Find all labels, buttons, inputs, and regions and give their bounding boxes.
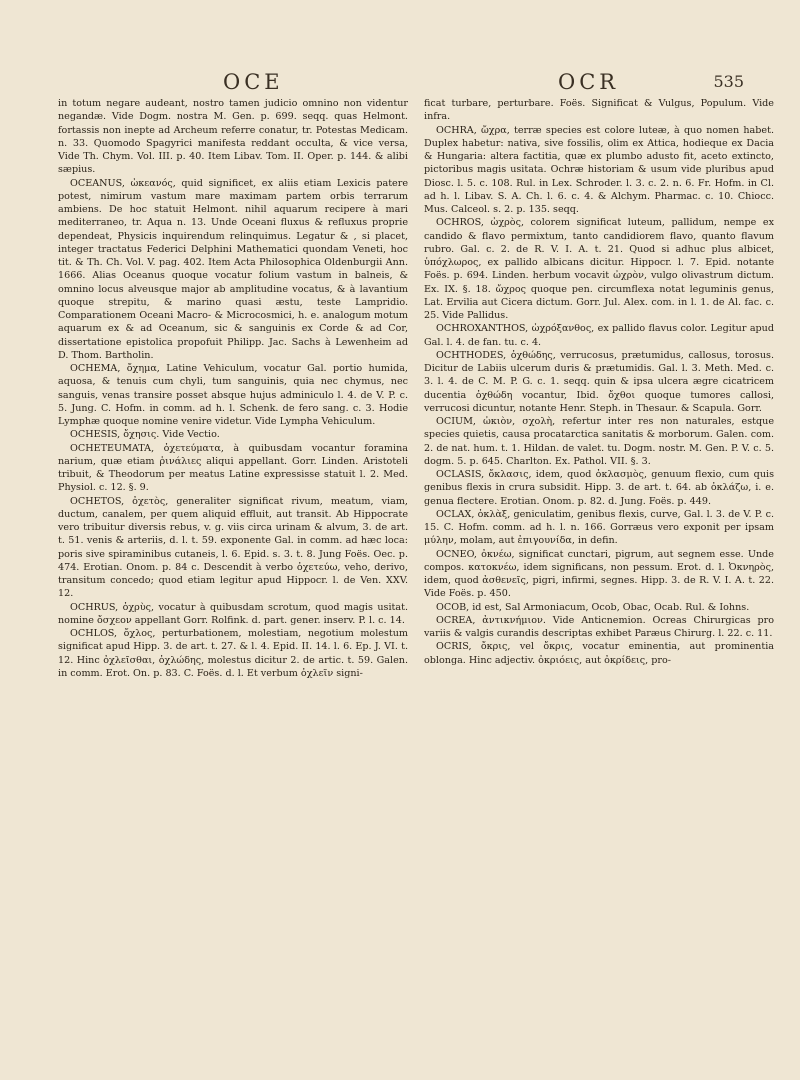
paragraph: OCEANUS, ὠκεανός, quid significet, ex aliis etiam Lexicis patere potest, nimirum vastum mare maximam partem orbis terrarum ambiens. De hoc statuit Helmont. nihil aquarum recipere à mari mediterraneo, tr. Aqua n. 13. Unde Oceani fluxus & refluxus proprie dependeat, Physicis inquirendum relinquimus. Legatur & , si placet, integer tractatus Federici Delphini Mathematici quondam Veneti, hoc tit. & Th. Ch. Vol. V. pag. 402. Item Acta Philosophica Oldenburgii Ann. 1666. Alias Oceanus quoque vocatur folium vastum in balneis, & omnino locus alveusque major ab amplitudine vocatus, & à lavantium quoque strepitu, & marino quasi æstu, teste Lampridio. Comparationem Oceani Macro- & Microcosmici, h. e. analogum motum aquarum ex & ad Oceanum, sic & sanguinis ex Corde & ad Cor, dissertatione epistolica propofuit Philipp. Jac. Sachs à Lewenheim ad D. Thom. Bartholin. [58, 177, 408, 361]
right-column [424, 97, 774, 1074]
paragraph: OCREA, ἀντικνήμιον. Vide Anticnemion. Ocreas Chirurgicas pro variis & valgis curandis descriptas exhibet Paræus Chirurg. l. 22. c. 11. [424, 614, 774, 639]
paragraph: OCHLOS, ὄχλος, perturbationem, molestiam, negotium molestum significat apud Hipp. 3. de art. t. 27. & l. 4. Epid. II. 14. l. 6. Ep. J. VI. t. 12. Hinc ὀχλεῖσθαι, ὀχλώδης, molestus dicitur 2. de artic. t. 59. Galen. in comm. Erot. On. p. 83. C. Foës. d. l. Et verbum ὀχλεῖν signi- [58, 628, 408, 679]
paragraph: OCHETEUMATA, ὀχετεύματα, à quibusdam vocantur foramina narium, quæ etiam ῥινάλιες aliqui appellant. Gorr. Linden. Aristoteli tribuit, & Theodorum per meatus Latine expressisse statuit l. 2. Med. Physiol. c. 12. §. 9. [58, 442, 408, 494]
paragraph: OCLASIS, ὄκλασις, idem, quod ὀκλασμὸς, genuum flexio, cum quis genibus flexis in crura subsidit. Hipp. 3. de art. t. 64. ab ὀκλάζω, i. e. genua flectere. Erotian. Onom. p. 82. d. Jung. Foës. p. 449. [424, 469, 774, 507]
paragraph: OCRIS, ὄκρις, vel ὄκρις, vocatur eminentia, aut prominentia oblonga. Hinc adjectiv. ὀκριόεις, aut ὀκρίδεις, pro- [424, 641, 774, 666]
paragraph: OCHTHODES, ὀχθώδης, verrucosus, prætumidus, callosus, torosus. Dicitur de Labiis ulcerum duris & prætumidis. Gal. l. 3. Meth. Med. c. 3. l. 4. de C. M. P. G. c. 1. seqq. quin & ipsa ulcera ægre cicatricem ducentia ὀχθώδη vocantur, Ibid. ὄχθοι quoque tumores callosi, verrucosi dicuntur, notante Henr. Steph. in Thesaur. & Scapula. Gorr. [424, 349, 774, 414]
paragraph: OCIUM, ὠκιὸν, σχολὴ, refertur inter res non naturales, estque species quietis, causa procatarctica sanitatis & morborum. Galen. com. 2. de nat. hum. t. 1. Hildan. de valet. tu. Dogm. nostr. M. Gen. P. V. c. 5. dogm. 5. p. 645. Charlton. Ex. Pathol. VII. §. 3. [424, 416, 774, 467]
left-column [58, 97, 408, 1074]
paragraph: OCLAX, ὀκλὰξ, geniculatim, genibus flexis, curve, Gal. l. 3. de V. P. c. 15. C. Hofm. comm. ad h. l. n. 166. Gorræus vero exponit per ipsam μύλην, molam, aut ἐπιγουνίδα, in defin. [424, 508, 774, 547]
text-columns [58, 97, 774, 1074]
paragraph: OCHEMA, ὄχημα, Latine Vehiculum, vocatur Gal. portio humida, aquosa, & tenuis cum chyli, tum sanguinis, quia nec chymus, nec sanguis, venas transire posset absque hujus adminiculo l. 4. de V. P. c. 5. Jung. C. Hofm. in comm. ad h. l. Schenk. de fero sang. c. 3. Hodie Lymphæ quoque nomine venire videtur. Vide Lympha Vehiculum. [58, 363, 408, 427]
paragraph: OCHRA, ὤχρα, terræ species est colore luteæ, à quo nomen habet. Duplex habetur: nativa, sive fossilis, olim ex Attica, hodieque ex Dacia & Hungaria: altera factitia, quæ ex plumbo adusto fit, aceto extincto, pictoribus magis usitata. Ochræ historiam & usum vide pluribus apud Diosc. l. 5. c. 108. Rul. in Lex. Schroder. l. 3. c. 2. n. 6. Fr. Hofm. in Cl. ad h. l. Libav. S. A. Ch. l. 6. c. 4. & Alchym. Pharmac. c. 10. Chiocc. Mus. Calceol. s. 2. p. 135. seqq. [424, 124, 774, 215]
paragraph: OCHESIS, ὄχησις. Vide Vectio. [70, 429, 220, 441]
paragraph: OCOB, id est, Sal Armoniacum, Ocob, Obac, Ocab. Rul. & Iohns. [436, 601, 750, 613]
paragraph: OCNEO, ὀκνέω, significat cunctari, pigrum, aut segnem esse. Unde compos. κατοκνέω, idem significans, non pessum. Erot. d. l. Ὀκνηρὸς, idem, quod ἀσθενεῖς, pigri, infirmi, segnes. Hipp. 3. de R. V. I. A. t. 22. Vide Foës. p. 450. [424, 548, 774, 600]
paragraph: OCHETOS, ὀχετὸς, generaliter significat rivum, meatum, viam, ductum, canalem, per quem aliquid effluit, aut transit. Ab Hippocrate vero tribuitur diversis rebus, v. g. viis circa urinam & alvum, 3. de art. t. 51. venis & arteriis, d. l. t. 59. exponente Gal. in comm. ad hæc loca: poris sive spiraminibus cutaneis, l. 6. Epid. s. 3. t. 8. Jung Foës. Oec. p. 474. Erotian. Onom. p. 84 c. Descendit à verbo ὀχετεύω, veho, derivo, transitum concedo; quod etiam legitur apud Hippocr. l. de Ven. XXV. 12. [58, 495, 408, 600]
paragraph: OCHROS, ὠχρὸς, colorem significat luteum, pallidum, nempe ex candido & flavo permixtum, tanto candidiorem flavo, quanto flavum rubro. Gal. c. 2. de R. V. I. A. t. 21. Quod si adhuc plus albicet, ὑπόχλωρος, ex pallido albicans dicitur. Hippocr. l. 7. Epid. notante Foës. p. 694. Linden. herbum vocavit ὠχρὸν, vulgo olivastrum dictum. Ex. IX. §. 18. ὤχρος quoque pen. circumflexa notat leguminis genus, Lat. Ervilia aut Cicera dictum. Gorr. Jul. Alex. com. in l. 1. de Al. fac. c. 25. Vide Pallidus. [424, 217, 774, 321]
paragraph: ficat turbare, perturbare. Foës. Significat & Vulgus, Populum. Vide infra. [424, 98, 774, 123]
header-left: OCE [223, 70, 284, 94]
header-right: OCR [558, 70, 620, 94]
running-header [58, 0, 774, 94]
paragraph: OCHROXANTHOS, ὠχρόξανθος, ex pallido flavus color. Legitur apud Gal. l. 4. de fan. tu. c. 4. [424, 323, 774, 348]
paragraph: OCHRUS, ὀχρὺς, vocatur à quibusdam scrotum, quod magis usitat. nomine ὄσχεον appellant Gorr. Rolfink. d. part. gener. inserv. P. l. c. 14. [58, 601, 408, 626]
page-number: 535 [713, 72, 744, 91]
paragraph: in totum negare audeant, nostro tamen judicio omnino non videntur negandæ. Vide Dogm. nostra M. Gen. p. 699. seqq. quas Helmont. fortassis non inepte ad Archeum referre conatur, tr. Potestas Medicam. n. 33. Quomodo Spagyrici manifesta reddant occulta, & vice versa, Vide Th. Chym. Vol. III. p. 40. Item Libav. Tom. II. Oper. p. 144. & alibi sæpius. [58, 98, 408, 176]
